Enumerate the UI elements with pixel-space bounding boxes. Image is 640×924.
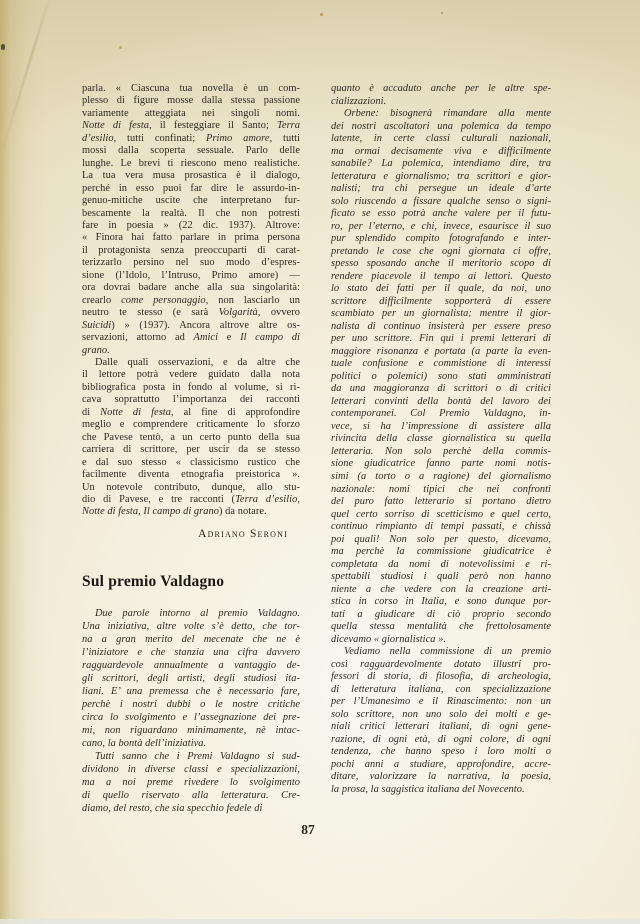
text-line: la prosa, la saggistica italiana del Novecento. [331,783,525,795]
text-line: l’iniziatore e che stanzia una cifra davvero [82,646,300,658]
scan-speck [320,13,323,16]
text-line: ora dovrai badare anche alla sua singolarità: [82,282,300,294]
text-line: plesso di figure mosse dalla stessa passione [82,95,300,107]
text-line: quella stessa mentalità che frettolosamente [331,621,551,633]
paragraph [82,83,300,357]
text-line: latente, in certe classi culturali nazionali, [331,133,551,145]
text-line: da una maggioranza di scrittori o di critici [331,383,551,395]
text-line: circa lo svolgimento e l’assegnazione dei pre- [82,711,300,723]
text-line: il protagonista senza preoccuparti di carat- [82,244,300,256]
text-line: spettabili studiosi i quali però non hanno [331,571,551,583]
text-line: cava soprattutto l’importanza dei racconti [82,394,300,406]
text-line: ma ormai decisamente viva e difficilmente [331,145,551,157]
text-line: spesso sposando anche il meritorio scopo di [331,258,551,270]
text-line: il lettore potrà vedere guidato dalla nota [82,369,300,381]
text-line: di quello riservato alla letteratura. Cre- [82,789,300,801]
text-line: fare in poesia » (22 dic. 1937). Altrove: [82,219,300,231]
text-line: completata da nomi di notevolissimi e ri- [331,558,551,570]
text-line: nazionale: nomi tipici che nei confronti [331,483,551,495]
text-line: perché in esso puoi far dire le assurdo-in- [82,182,300,194]
page-number: 87 [301,822,315,837]
text-line: variamente atteggiata nei singoli nomi. [82,107,300,119]
text-line: « Finora hai fatto parlare in prima persona [82,232,300,244]
text-line: dei nostri ascoltatori una polemica da tempo [331,120,551,132]
text-line: pur splendido compito fotografando e inter- [331,233,551,245]
text-line: ro, per l’eterno, e chi, invece, esaurisce il suo [331,220,551,232]
text-line: niente a che vedere con la creazione arti- [331,583,551,595]
author-signature: Adriano Seroni [198,527,288,540]
text-line: na a gran merito del mecenate che ne è [82,633,300,645]
text-line: lunghe. Le brevi ti riescono meno realistiche. [82,157,300,169]
scan-speck [1,44,5,50]
text-line: mi, non riguardano minimamente, nè intac- [82,724,300,736]
text-line: gli scrittori, degli artisti, degli studiosi ita- [82,672,300,684]
text-line: ficato se esso potrà anche valere per il futu- [331,208,551,220]
text-line: tuale confusione e commistione di interessi [331,358,551,370]
text-line: nalisti; tra chi persegue un ideale d’arte [331,183,551,195]
text-line: letteratura e giornalismo; tra scrittori e gior- [331,170,551,182]
text-line: contemporanei. Col Premio Valdagno, in- [331,408,551,420]
text-line: ragguardevole annualmente a vantaggio de- [82,659,300,671]
text-line: tati a giudicare di ciò proprio secondo [331,608,551,620]
text-line: ditare, valorizzare la narrativa, la poesia, [331,771,551,783]
text-line: sanabile? La polemica, intendiamo dire, tra [331,158,551,170]
text-line: del puro fatto letterario si portano dietro [331,496,551,508]
text-line: Vediamo nella commissione di un premio [344,646,551,658]
paragraph [331,108,551,646]
text-line: parla. « Ciascuna tua novella è un com- [82,83,300,94]
text-line: Orbene: bisognerà rimandare alla mente [344,108,551,120]
left-text-column [82,83,300,815]
text-line: cano, la bontà dell’iniziativa. [82,737,207,749]
section-heading: Sul premio Valdagno [82,572,225,590]
right-text-column [331,83,551,796]
text-line: stica in corso in Italia, e sono dunque por- [331,596,551,608]
text-line: Notte di festa, il festeggiare il Santo; Terra [82,120,300,132]
text-line: bescamente la realtà. Il che non potresti [82,207,300,219]
text-line: maggiore risonanza e portata (a parte la even- [331,345,551,357]
text-line: niali critici letterari italiani, di ogni gene- [331,721,551,733]
scan-speck [119,46,122,49]
text-line: genuo-mitiche uscite che interpretano fur- [82,195,300,207]
text-line: politici o polemici) sono stati amministrati [331,370,551,382]
text-line: di letteratura italiana, con specializzazione [331,683,551,695]
text-line: meglio e comprendere criticamente lo sforzo [82,419,300,431]
text-line: servazioni, attorno ad Amici e Il campo di [82,332,300,344]
text-line: tendenza, che hanno speso i loro molti o [331,746,551,758]
text-line: cializzazioni. [331,95,387,107]
text-line: per uno scrittore. Fin qui i premi letterari di [331,333,551,345]
scan-speck [441,12,443,14]
text-line: crearlo come personaggio, non lasciarlo un [82,294,300,306]
text-line: quel certo sorriso di scetticismo e quel certo, [331,508,551,520]
text-line: per l’Umanesimo e il Rinascimento: non un [331,696,551,708]
text-line: rivincita della classe giornalistica su quella [331,433,551,445]
text-line: grano. [82,344,110,356]
text-line: Notte di festa, Il campo di grano) da notare. [82,506,267,518]
text-line: ma a noi preme rivedere lo svolgimento [82,776,300,788]
text-line: terizzarlo persino nel suo modo d’espres- [82,257,300,269]
text-line: dividono in diverse classi e specializzazioni, [82,763,300,775]
text-line: neutro te stesso (e sarà Volgarità, ovvero [82,307,300,319]
text-line: Un notevole contributo, dunque, allo stu- [82,481,300,493]
text-line: e dal suo stesso « classicismo rustico che [82,456,300,468]
text-line: così ragguardevolmente dotato illustri pro- [331,658,551,670]
text-line: Suicidi) » (1937). Ancora altrove altre os- [82,319,300,331]
text-line: simi (a torto o a ragione) del giornalismo [331,470,551,482]
text-line: Una iniziativa, altre volte s’è detto, che tor- [82,620,300,632]
text-line: scrittore difficilmente sopporterà di essere [331,295,551,307]
text-line: nalista di continuo insisterà per essere preso [331,320,551,332]
paragraph [331,646,551,796]
text-line: sione (l’Idolo, l’Intruso, Primo amore) — [82,269,300,281]
text-line: letteraria. Non solo perchè della commis- [331,445,551,457]
text-line: solo riuscendo a fissare qualche senso o signi- [331,195,551,207]
text-line: scambiato per un giornalista; mentre il gior- [331,308,551,320]
text-line: quanto è accaduto anche per le altre spe- [331,83,551,94]
text-line: facilmente diventa etnografia preistorica ». [82,469,300,481]
paragraph [82,357,300,519]
text-line: diamo, del resto, che sia specchio fedele di [82,802,263,814]
text-line: lo stato dei fatti per il quale, da noi, uno [331,283,551,295]
text-line: di Notte di festa, al fine di approfondire [82,406,300,418]
text-line: Due parole intorno al premio Valdagno. [95,607,300,619]
text-line: bibliografica posta in fondo al volume, si ri- [82,381,300,393]
text-line: dicevamo « giornalistica ». [331,633,447,645]
text-line: poi quali! Non solo per questo, dicevamo, [331,533,551,545]
text-line: che Pavese tentò, a un certo punto della sua [82,431,300,443]
text-line: solo scrittore, non uno solo dei molti e ge- [331,708,551,720]
paragraph [331,83,551,108]
text-line: dio di Pavese, e tre racconti (Terra d’esilio, [82,493,300,505]
paragraph [82,750,300,815]
text-line: letterari convinti della bontà del lavoro dei [331,395,551,407]
text-line: sione giudicatrice fanno parte nomi notis- [331,458,551,470]
paper-crease [2,0,52,150]
paragraph [82,607,300,750]
text-line: Tutti sanno che i Premi Valdagno si sud- [95,750,300,762]
text-line: d’esilio, tutti confinati; Primo amore, tutti [82,132,300,144]
text-line: carriera di scrittore, per uscir da se stesso [82,444,300,456]
page-bottom-edge [0,919,640,924]
text-line: vece, si ha l’impressione di assistere alla [331,420,551,432]
text-line: perchè i nostri dubbi o le nostre critiche [82,698,300,710]
text-line: pochi anni a studiare, approfondire, accre- [331,758,551,770]
text-line: pretando le cose che ogni giornata ci offre, [331,245,551,257]
text-line: mossi dalla scoperta sessuale. Parlo delle [82,145,300,157]
text-line: liani. E’ una premessa che è necessario fare, [82,685,300,697]
text-line: razione, di ogni età, di ogni colore, di ogni [331,733,551,745]
text-line: La tua vera musa prosastica è il dialogo, [82,170,300,182]
text-line: fessori di storia, di filosofia, di archeologia, [331,671,551,683]
text-line: ma perchè la commissione giudicatrice è [331,546,551,558]
text-line: continuo rimpianto di tempi passati, e chissà [331,521,551,533]
text-line: Dalle quali osservazioni, e da altre che [95,356,300,368]
text-line: rendere piacevole il tempo ai lettori. Questo [331,270,551,282]
